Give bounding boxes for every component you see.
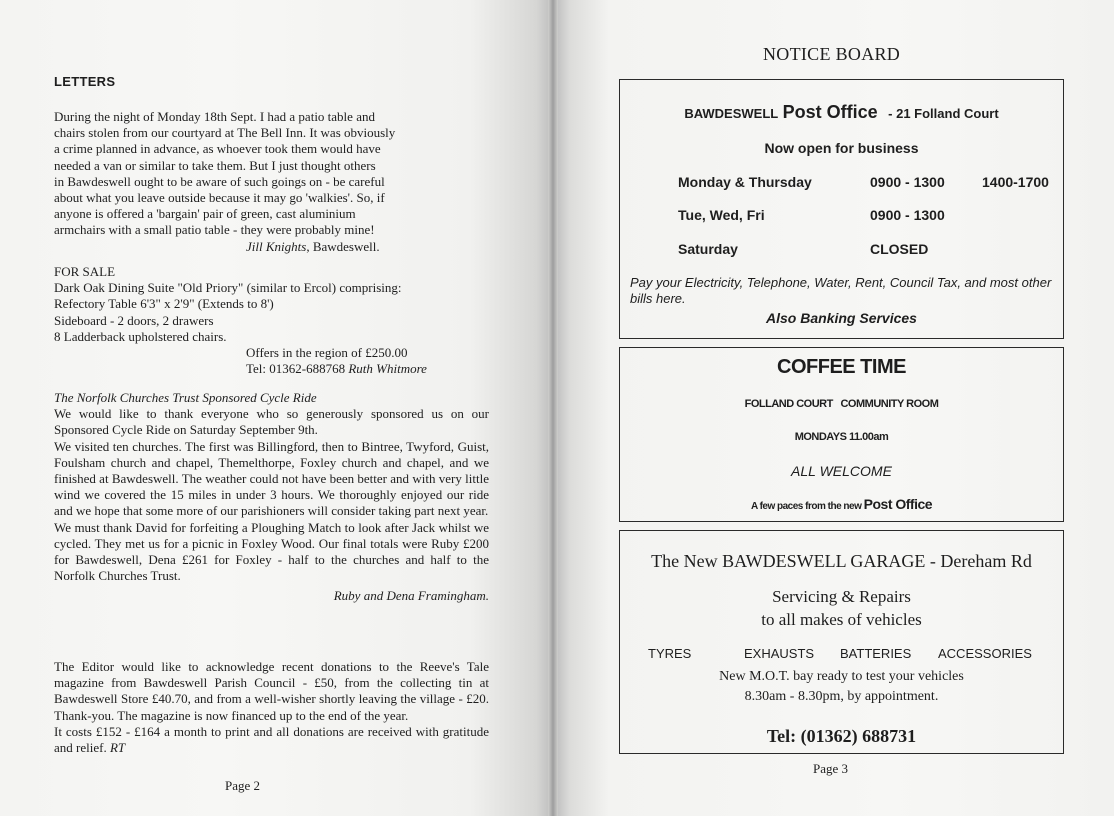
for-sale-contact [54,361,489,377]
for-sale-tel: Tel: 01362-688768 [246,361,349,377]
letter-signature [54,239,489,255]
coffee-time-directions [620,496,1063,512]
for-sale-title: FOR SALE [54,264,116,279]
letter-line: armchairs with a small patio table - they were probably mine! [54,222,375,238]
letter-line: needed a van or similar to take them. But I just thought others [54,157,376,173]
hours-days: Monday & Thursday [678,174,812,190]
garage-mot-hours: 8.30am - 8.30pm, by appointment. [744,689,939,704]
coffee-time-welcome: ALL WELCOME [791,463,892,479]
letter-line: chairs stolen from our courtyard at The Bell Inn. It was obviously [54,125,396,141]
editor-paragraph: The Editor would like to acknowledge recent donations to the Reeve's Tale magazine from Bawdeswell Parish Council - £50, from the collecting tin at Bawdeswell Store £40.70, and from a well-wisher shortly leaving the village - £20. Thank-you. The magazine is now financed up to the end of the year. [54,659,489,723]
for-sale-line: Dark Oak Dining Suite "Old Priory" (similar to Ercol) comprising: [54,280,402,296]
garage-mot: New M.O.T. bay ready to test your vehicles [719,669,964,684]
cycle-ride-paragraph: We must thank David for forfeiting a Ploughing Match to look after Jack whilst we cycled. They met us for a picnic in Foxley Wood. Our final totals were Ruby £200 for Bawdeswell, Dena £261 for Foxley - half to the churches and half to the Norfolk Churches Trust. [54,519,489,584]
signature-place: , Bawdeswell. [306,238,380,254]
for-sale-section [54,264,489,377]
garage-phone: Tel: (01362) 688731 [766,726,917,746]
garage-item: EXHAUSTS [744,646,815,661]
notice-board-title: NOTICE BOARD [763,44,901,64]
coffee-time-title: COFFEE TIME [777,356,906,378]
hours-morning: CLOSED [870,241,929,257]
coffee-time-venue: FOLLAND COURT COMMUNITY ROOM [744,398,939,410]
editor-initials: RT [109,740,126,756]
signature-name: Jill Knights [246,238,307,254]
letter-line: in Bawdeswell ought to be aware of such goings on - be careful [54,173,385,189]
directions-prefix: A few paces from the new [750,501,862,512]
garage-item: ACCESSORIES [938,646,1032,661]
garage-title: The New BAWDESWELL GARAGE - Dereham Rd [651,551,1032,571]
cycle-ride-signature: Ruby and Dena Framingham. [333,588,489,604]
hours-afternoon: 1400-1700 [982,174,1049,190]
garage-service: Servicing & Repairs [772,587,911,606]
garage-item: TYRES [648,646,692,661]
editor-paragraph [54,724,489,756]
cycle-ride-paragraph: We visited ten churches. The first was Billingford, then to Bintree, Twyford, Guist, Foulsham church and chapel, Themelthorpe, Foxley church and chapel, and we finished at Bawdeswell. The weather could not have been better and with very little wind we covered the 15 miles in under 3 hours. We thoroughly enjoyed our ride and we hope that some more of our parishioners will consider taking part next year. [54,438,489,519]
letter-line: anyone is offered a 'bargain' pair of green, cast aluminium [54,206,356,222]
post-office-banking: Also Banking Services [766,310,917,326]
directions-main: Post Office [863,496,933,512]
garage-box [619,530,1064,754]
garage-item: BATTERIES [840,646,912,661]
post-office-address: - 21 Folland Court [888,106,999,121]
for-sale-name: Ruth Whitmore [348,361,427,377]
page-number-left: Page 2 [225,778,261,793]
letter-section [54,109,489,255]
for-sale-line: Refectory Table 6'3" x 2'9" (Extends to 8') [54,296,274,312]
hours-morning: 0900 - 1300 [870,207,945,223]
post-office-box [619,79,1064,339]
hours-days: Saturday [678,241,738,257]
letter-line: about what you leave outside because it may go 'walkies'. So, if [54,190,385,206]
page-number-right: Page 3 [813,761,849,776]
for-sale-line: Sideboard - 2 doors, 2 drawers [54,312,214,328]
post-office-status: Now open for business [764,140,919,156]
post-office-heading [620,102,1063,123]
post-office-bills: Pay your Electricity, Telephone, Water, Rent, Council Tax, and most other bills here. [630,275,1052,306]
post-office-name: Post Office [782,102,878,122]
coffee-time-schedule: MONDAYS 11.00am [794,431,889,443]
cycle-ride-paragraph: We would like to thank everyone who so generously sponsored us on our Sponsored Cycle Ride on Saturday September 9th. [54,406,489,438]
letter-line: During the night of Monday 18th Sept. I had a patio table and [54,109,375,124]
editor-section [54,659,489,756]
hours-morning: 0900 - 1300 [870,174,945,190]
cycle-ride-section [54,390,489,605]
for-sale-line: 8 Ladderback upholstered chairs. [54,328,227,344]
book-gutter [548,0,558,816]
for-sale-offers: Offers in the region of £250.00 [246,345,408,361]
cycle-ride-title: The Norfolk Churches Trust Sponsored Cycle Ride [54,390,317,405]
post-office-prefix: BAWDESWELL [684,106,779,121]
letters-heading: LETTERS [54,74,116,89]
garage-service: to all makes of vehicles [761,610,922,629]
hours-days: Tue, Wed, Fri [678,207,765,223]
letter-line: a crime planned in advance, as whoever took them would have [54,141,381,157]
coffee-time-box [619,347,1064,522]
editor-text: It costs £152 - £164 a month to print and all donations are received with gratitude and relief. [54,723,489,756]
